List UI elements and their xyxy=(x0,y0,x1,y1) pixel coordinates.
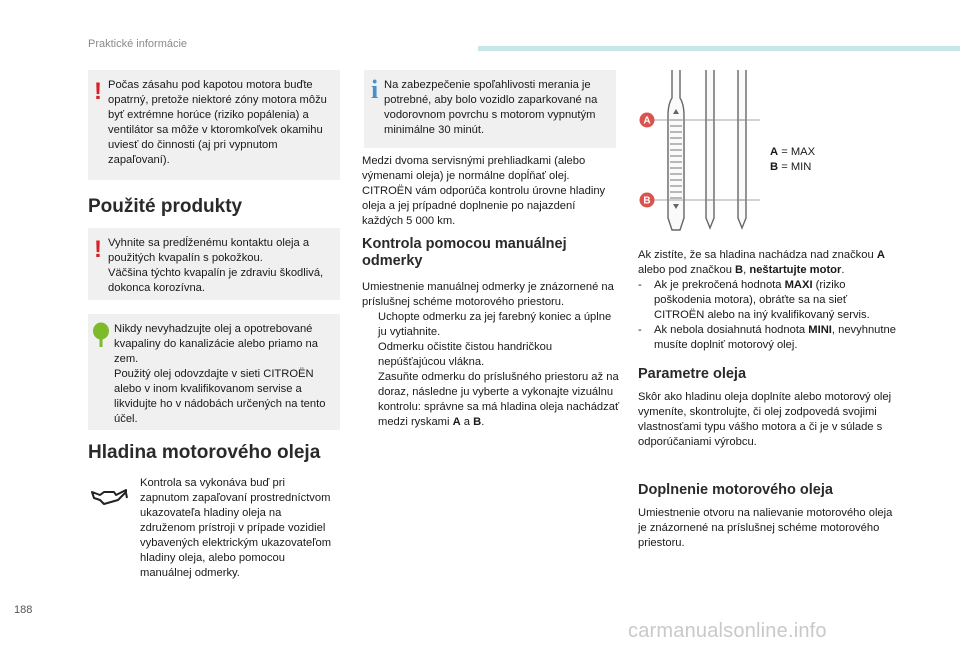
service-interval-text: Medzi dvoma servisnými prehliadkami (alebo výmenami oleja) je normálne dopĺňať olej. CITROËN vám odporúča kontrolu úrovne hladiny oleja a jej prípadné doplnenie po najazdení každých 5 000 km. xyxy=(362,155,606,227)
header-rule xyxy=(478,46,960,51)
oil-parameters-title: Parametre oleja xyxy=(638,366,747,382)
level-check-instructions: Ak zistíte, že sa hladina nachádza nad značkou A alebo pod značkou B, neštartujte motor. - Ak je prekročená hodnota MAXI (riziko poškodenia motora), obráťte sa na sieť CITROËN alebo na iný kvalifikovaný servis. - Ak nebola dosiahnutá hodnota MINI, nevyhnutne musíte doplniť motorový olej. xyxy=(638,248,898,353)
oil-parameters-text: Skôr ako hladinu oleja doplníte alebo motorový olej vymeníte, skontrolujte, či olej zodpovedá svojimi vlastnosťami typu vášho motora a či je v súlade s odporúčaniami výrobcu. xyxy=(638,391,892,448)
warning-text: Počas zásahu pod kapotou motora buďte opatrný, pretože niektoré zóny motora môžu byť extrémne horúce (riziko popálenia) a ventilátor sa môže v ktoromkoľvek okamihu uviesť do činnosti (aj pri vypnutom zapaľovaní). xyxy=(108,79,327,166)
leaf-icon xyxy=(92,322,110,348)
manual-dipstick-title: Kontrola pomocou manuálnej odmerky xyxy=(362,236,567,269)
figure-legend: A = MAX B = MIN xyxy=(770,146,816,173)
oil-level-title: Hladina motorového oleja xyxy=(88,442,321,463)
info-icon: i xyxy=(371,75,379,104)
list-item: - Ak je prekročená hodnota MAXI (riziko poškodenia motora), obráťte sa na sieť CITROËN alebo na iný kvalifikovaný servis. xyxy=(638,279,870,321)
oil-refill-title: Doplnenie motorového oleja xyxy=(638,482,833,498)
warning-icon: ! xyxy=(94,78,102,105)
marker-b-label: B xyxy=(643,195,651,207)
products-title: Použité produkty xyxy=(88,196,243,217)
list-item: Uchopte odmerku za jej farebný koniec a úplne ju vytiahnite. xyxy=(378,311,612,338)
info-text: Na zabezpečenie spoľahlivosti merania je potrebné, aby bolo vozidlo zaparkované na vodorovnom povrchu s motorom vypnutým minimálne 30 minút. xyxy=(384,79,598,136)
eco-text: Nikdy nevyhadzujte olej a opotrebované kvapaliny do kanalizácie alebo priamo na zem. xyxy=(114,323,318,365)
info-box-parking xyxy=(364,70,616,148)
page-number: 188 xyxy=(14,604,33,616)
list-item: - Ak nebola dosiahnutá hodnota MINI, nevyhnutne musíte doplniť motorový olej. xyxy=(638,324,896,351)
manual-dipstick-steps xyxy=(362,280,620,430)
eco-box xyxy=(88,314,340,430)
warning-icon: ! xyxy=(94,236,102,263)
oil-level-text: Kontrola sa vykonáva buď pri zapnutom zapaľovaní prostredníctvom ukazovateľa hladiny oleja na združenom prístroji v prípade vozidiel vybavených elektrickým ukazovateľom hladiny oleja, alebo pomocou manuálnej odmerky. xyxy=(140,477,332,579)
section-header: Praktické informácie xyxy=(88,38,188,50)
list-item: Odmerku očistite čistou handričkou nepúšťajúcou vlákna. xyxy=(378,341,553,368)
warning-box-hot-engine xyxy=(88,70,340,180)
oil-refill-text: Umiestnenie otvoru na nalievanie motorového oleja je znázornené na príslušnej schéme motorového priestoru. xyxy=(638,507,893,549)
watermark: carmanualsonline.info xyxy=(628,620,827,642)
oil-can-icon xyxy=(90,486,130,508)
warning-text: Väčšina týchto kvapalín je zdraviu škodlivá, dokonca korozívna. xyxy=(108,267,324,294)
dipstick-figure xyxy=(638,68,760,238)
manual-intro: Umiestnenie manuálnej odmerky je znázornené na príslušnej schéme motorového priestoru. xyxy=(362,281,614,308)
warning-box-skin-contact xyxy=(88,228,340,300)
list-item: Zasuňte odmerku do príslušného priestoru až na doraz, následne ju vyberte a vykonajte vizuálnu kontrolu: správne sa má hladina oleja nachádzať medzi ryskami A a B. xyxy=(378,371,620,428)
warning-text: Vyhnite sa predĺženému kontaktu oleja a použitých kvapalín s pokožkou. xyxy=(108,237,310,264)
marker-a-label: A xyxy=(643,115,651,127)
eco-text: Použitý olej odovzdajte v sieti CITROËN alebo v inom kvalifikovanom servise a likvidujte ho v nádobách určených na tento účel. xyxy=(114,368,326,425)
